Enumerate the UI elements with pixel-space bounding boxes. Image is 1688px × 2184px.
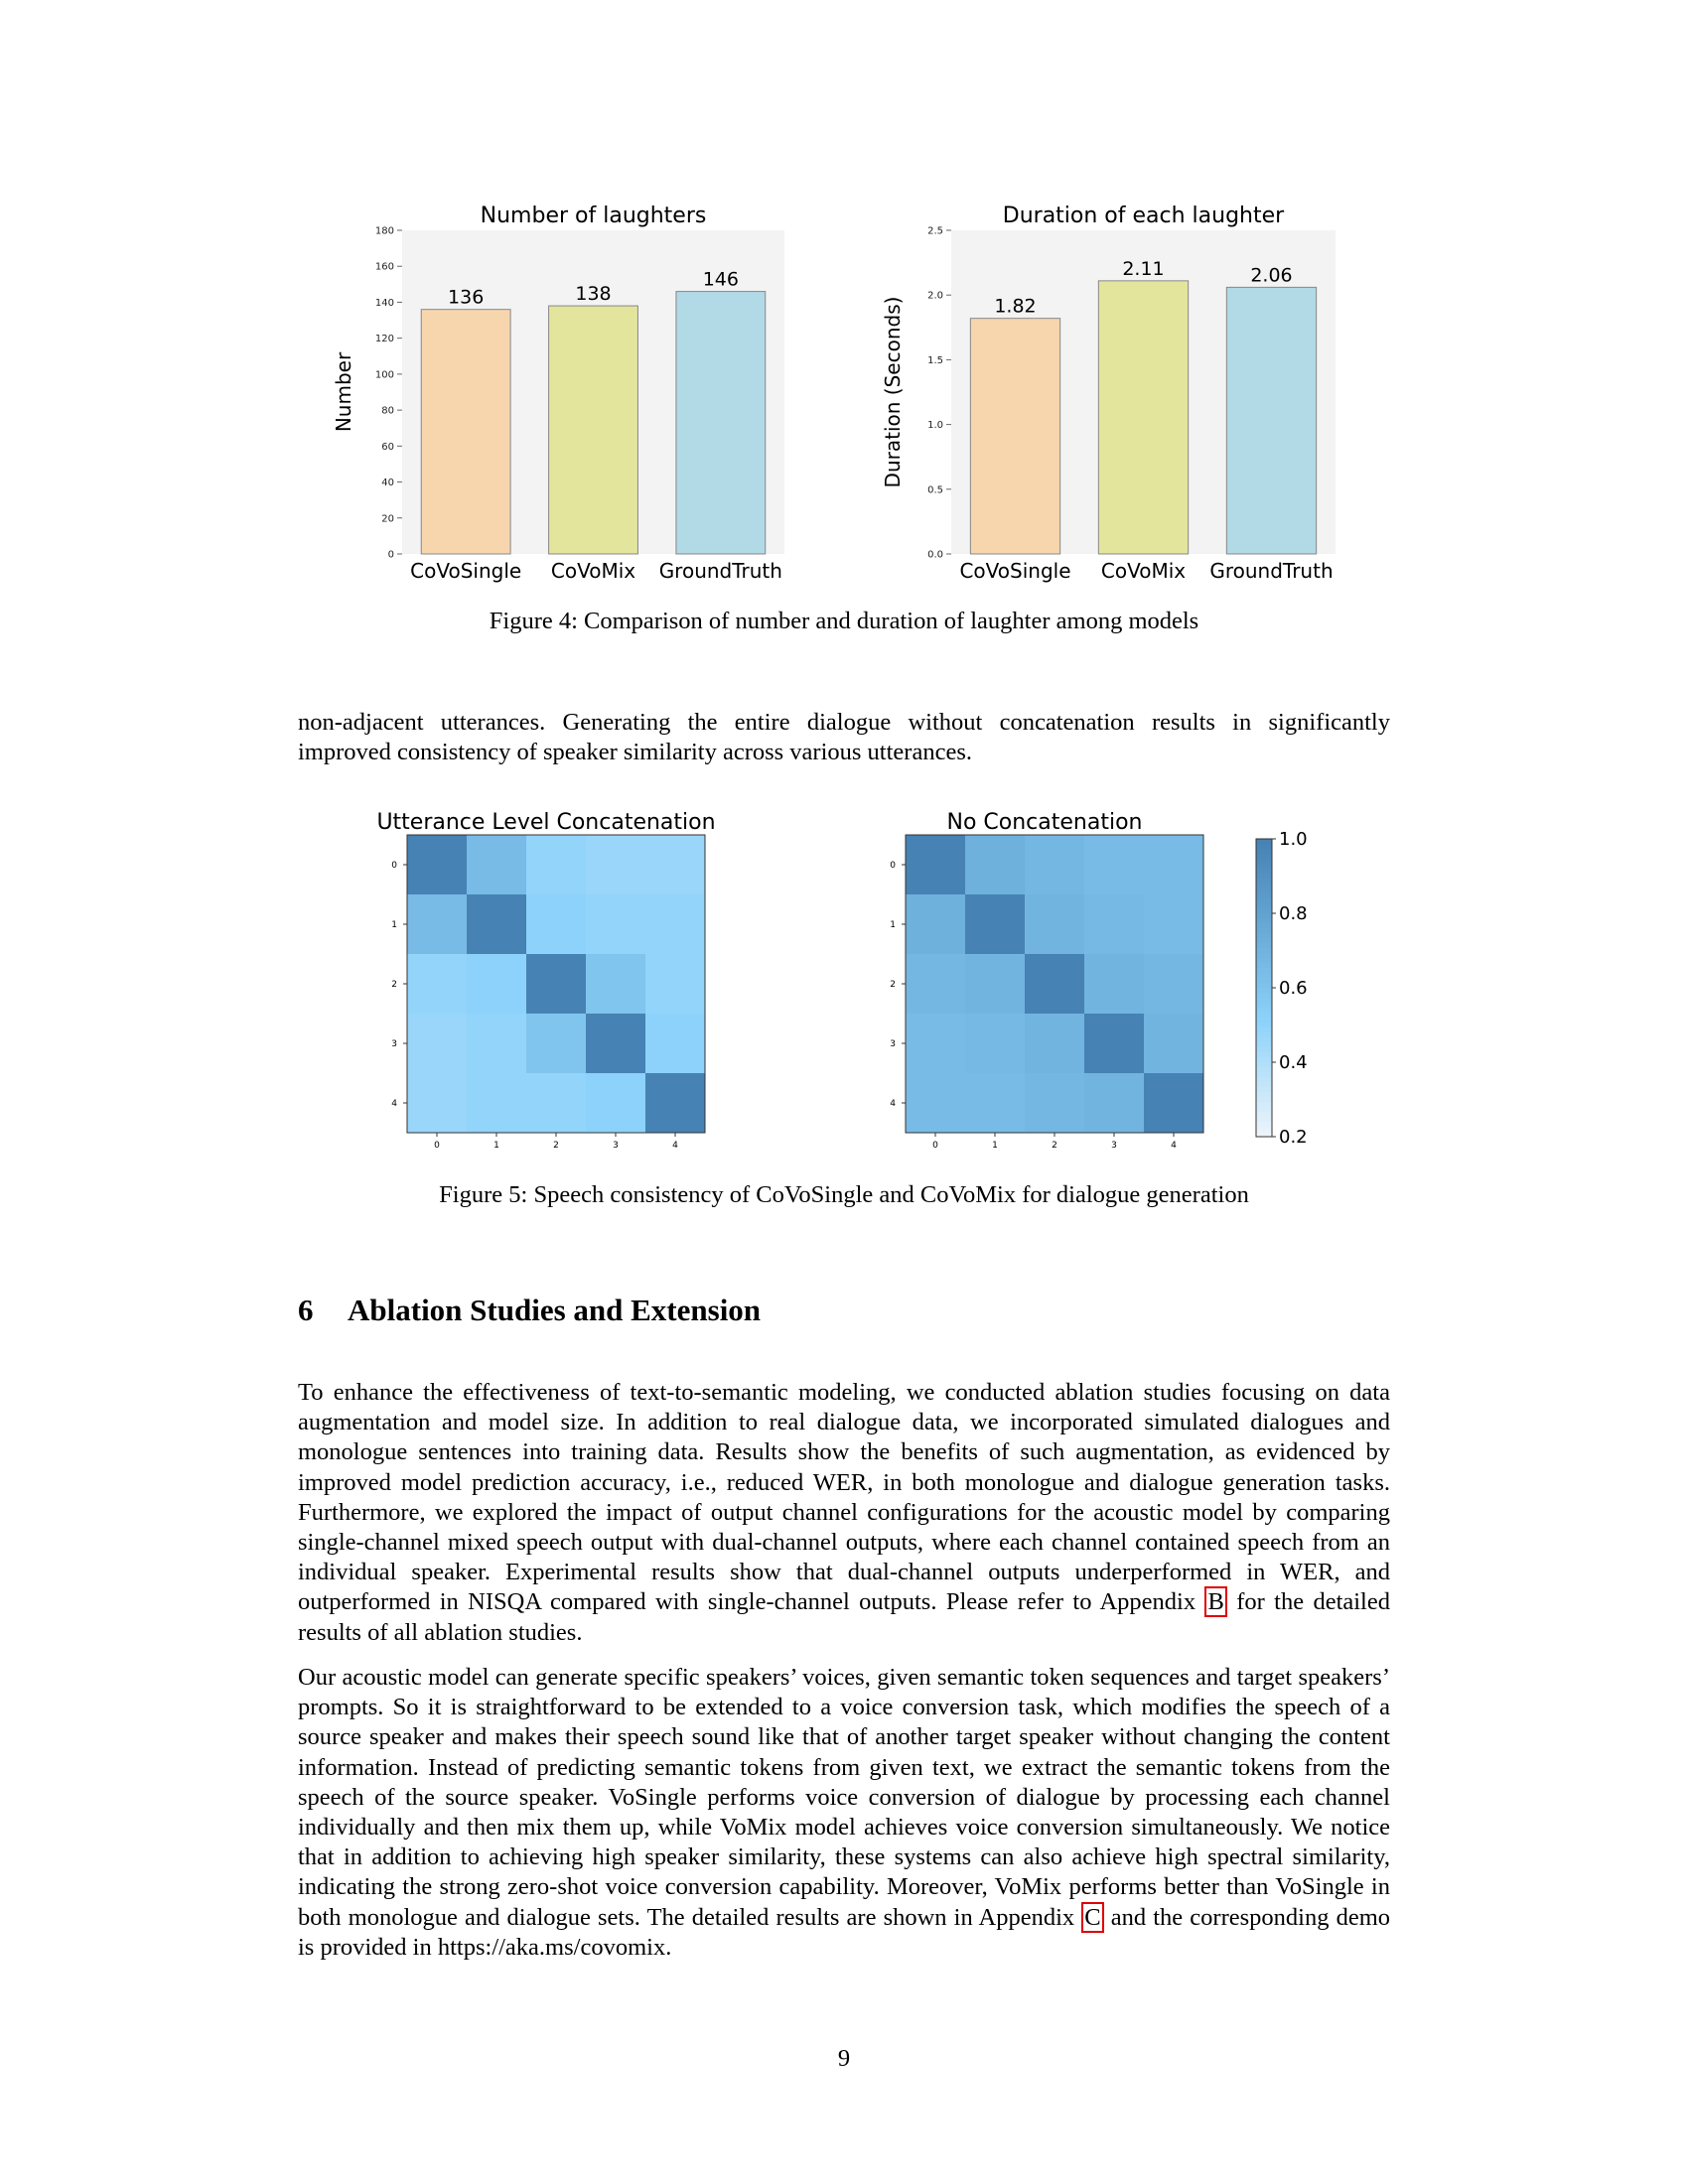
section-heading — [298, 1293, 761, 1328]
y-tick-label: 20 — [381, 513, 394, 525]
y-tick-label: 160 — [374, 261, 394, 273]
colorbar-segment — [1256, 993, 1272, 999]
heatmap-cell — [526, 894, 587, 955]
colorbar-tick-label: 1.0 — [1279, 829, 1308, 850]
y-tick-label: 1.5 — [927, 354, 943, 366]
heatmap-cell — [1144, 1014, 1204, 1074]
colorbar-segment — [1256, 854, 1272, 860]
x-tick-label: CoVoMix — [550, 559, 636, 583]
colorbar-segment — [1256, 888, 1272, 894]
colorbar-segment — [1256, 1092, 1272, 1098]
heatmap-cell — [1025, 835, 1085, 895]
colorbar-segment — [1256, 849, 1272, 855]
colorbar-segment — [1256, 1112, 1272, 1118]
paragraph-text: and the corresponding demo is provided in https://aka.ms/covomix. — [298, 1903, 1390, 1961]
x-tick-label: CoVoSingle — [959, 559, 1071, 583]
heatmap-cell — [645, 835, 706, 895]
heatmap-cell — [906, 954, 966, 1015]
bar — [1098, 281, 1188, 554]
x-tick-label: 4 — [672, 1141, 678, 1151]
figure-5-caption: Figure 5: Speech consistency of CoVoSingle and CoVoMix for dialogue generation — [439, 1181, 1249, 1208]
y-tick-label: 40 — [381, 478, 394, 489]
y-tick-label: 1 — [890, 920, 896, 930]
bar — [549, 306, 638, 554]
bar-chart-0 — [332, 204, 784, 583]
colorbar-segment — [1256, 1097, 1272, 1103]
heatmap-cell — [1144, 894, 1204, 955]
colorbar-segment — [1256, 1013, 1272, 1019]
heatmap-cell — [407, 894, 468, 955]
heatmap-cell — [906, 1073, 966, 1134]
y-tick-label: 4 — [890, 1099, 896, 1109]
heatmap-cell — [645, 1014, 706, 1074]
x-tick-label: 3 — [613, 1141, 619, 1151]
heatmap-cell — [1084, 1073, 1145, 1134]
x-tick-label: CoVoSingle — [410, 559, 522, 583]
y-tick-label: 0.5 — [927, 484, 943, 496]
y-tick-label: 0 — [391, 861, 397, 871]
y-tick-label: 1 — [391, 920, 397, 930]
colorbar-segment — [1256, 978, 1272, 984]
heatmap-cell — [1144, 835, 1204, 895]
colorbar-segment — [1256, 903, 1272, 909]
heatmap-cell — [586, 1014, 646, 1074]
colorbar-segment — [1256, 998, 1272, 1004]
heatmap-cell — [965, 1014, 1026, 1074]
paragraph-text: To enhance the effectiveness of text-to-semantic modeling, we conducted ablation studies focusing on data augmentation and model size. In addition to real dialogue data, we incorporated simulated dialogues and monologue sentences into training data. Results show the benefits of such augmentation, as evidenced by improved model prediction accuracy, i.e., reduced WER, in both monologue and dialogue generation tasks. Furthermore, we explored the impact of output channel configurations for the acoustic model by comparing single-channel mixed speech output with dual-channel outputs, where each channel contained speech from an individual speaker. Experimental results show that dual-channel outputs underperformed in WER, and outperformed in NISQA compared with single-channel outputs. Please refer to Appendix — [298, 1379, 1390, 1616]
colorbar-segment — [1256, 948, 1272, 954]
colorbar-segment — [1256, 1052, 1272, 1058]
x-tick-label: 0 — [932, 1141, 938, 1151]
colorbar-segment — [1256, 1102, 1272, 1108]
heatmap-cell — [586, 954, 646, 1015]
bar-value-label: 1.82 — [994, 295, 1037, 318]
heatmap-cell — [965, 954, 1026, 1015]
colorbar-segment — [1256, 898, 1272, 904]
y-tick-label: 4 — [391, 1099, 397, 1109]
heatmap-cell — [586, 894, 646, 955]
bar-value-label: 2.06 — [1250, 264, 1293, 287]
colorbar-segment — [1256, 1072, 1272, 1078]
colorbar-segment — [1256, 938, 1272, 944]
paragraph-line: non-adjacent utterances. Generating the entire dialogue without concatenation results in significantly — [298, 709, 1390, 736]
colorbar-segment — [1256, 893, 1272, 899]
heatmap-cell — [586, 1073, 646, 1134]
colorbar-segment — [1256, 928, 1272, 934]
y-tick-label: 3 — [890, 1039, 896, 1049]
bar-value-label: 146 — [702, 268, 739, 291]
paragraph-text: Our acoustic model can generate specific speakers’ voices, given semantic token sequences and target speakers’ prompts. So it is straightforward to be extended to a voice conversion task, which modifies the speech of a source speaker and makes their speech sound like that of another target speaker without changing the content information. Instead of predicting semantic tokens from given text, we extract the semantic tokens from the speech of the source speaker. VoSingle performs voice conversion of dialogue by processing each channel individually and then mix them up, while VoMix model achieves voice conversion simultaneously. We notice that in addition to achieving high speaker similarity, these systems can also achieve high spectral similarity, indicating the strong zero-shot voice conversion capability. Moreover, VoMix performs better than VoSingle in both monologue and dialogue sets. The detailed results are shown in Appendix — [298, 1664, 1390, 1931]
heatmap-cell — [526, 1073, 587, 1134]
y-tick-label: 2 — [391, 980, 397, 990]
heatmap-title: No Concatenation — [946, 810, 1143, 835]
y-tick-label: 3 — [391, 1039, 397, 1049]
colorbar-tick-label: 0.6 — [1279, 978, 1308, 999]
colorbar-segment — [1256, 943, 1272, 949]
colorbar-segment — [1256, 869, 1272, 875]
heatmap-cell — [645, 954, 706, 1015]
y-axis-label: Number — [332, 351, 355, 433]
colorbar-segment — [1256, 913, 1272, 919]
heatmap-cell — [645, 894, 706, 955]
bar-chart-1 — [881, 204, 1336, 583]
y-tick-label: 80 — [381, 405, 394, 417]
heatmap-cell — [1084, 1014, 1145, 1074]
y-tick-label: 140 — [374, 297, 394, 309]
colorbar-segment — [1256, 933, 1272, 939]
colorbar-tick-label: 0.4 — [1279, 1052, 1308, 1073]
colorbar-segment — [1256, 958, 1272, 964]
y-tick-label: 1.0 — [927, 420, 943, 432]
heatmap-cell — [407, 954, 468, 1015]
colorbar-segment — [1256, 839, 1272, 845]
heatmap-cell — [1084, 894, 1145, 955]
colorbar-segment — [1256, 1127, 1272, 1133]
heatmap-cell — [965, 894, 1026, 955]
colorbar-segment — [1256, 864, 1272, 870]
colorbar-segment — [1256, 1067, 1272, 1073]
colorbar-segment — [1256, 1117, 1272, 1123]
heatmap-cell — [1084, 954, 1145, 1015]
x-tick-label: CoVoMix — [1100, 559, 1187, 583]
colorbar-segment — [1256, 1018, 1272, 1024]
colorbar-segment — [1256, 1047, 1272, 1053]
x-tick-label: GroundTruth — [658, 559, 782, 583]
colorbar — [1256, 829, 1308, 1148]
colorbar-segment — [1256, 1087, 1272, 1093]
colorbar-segment — [1256, 1082, 1272, 1088]
heatmap-title: Utterance Level Concatenation — [376, 810, 716, 835]
figure-5 — [0, 794, 1688, 1171]
bar — [676, 292, 766, 554]
heatmap-cell — [407, 1073, 468, 1134]
heatmap-cell — [407, 1014, 468, 1074]
paragraph-continuation — [298, 708, 1390, 767]
colorbar-segment — [1256, 859, 1272, 865]
chart-title: Number of laughters — [480, 204, 707, 228]
y-tick-label: 100 — [374, 369, 394, 381]
bar-value-label: 138 — [575, 283, 612, 306]
y-tick-label: 2.0 — [927, 290, 943, 302]
colorbar-segment — [1256, 874, 1272, 880]
colorbar-segment — [1256, 908, 1272, 914]
paragraph-ablation — [298, 1378, 1390, 1648]
heatmap-cell — [467, 954, 527, 1015]
y-tick-label: 2 — [890, 980, 896, 990]
heatmap-cell — [1144, 1073, 1204, 1134]
paragraph-text: for the detailed results of all ablation studies. — [298, 1588, 1390, 1646]
y-tick-label: 0 — [387, 549, 394, 561]
x-tick-label: GroundTruth — [1209, 559, 1334, 583]
heatmap-cell — [906, 835, 966, 895]
x-tick-label: 1 — [992, 1141, 998, 1151]
colorbar-segment — [1256, 1037, 1272, 1043]
figure-4-caption: Figure 4: Comparison of number and duration of laughter among models — [489, 608, 1199, 634]
heatmap-cell — [1084, 835, 1145, 895]
heatmap-0 — [376, 810, 715, 1151]
x-tick-label: 0 — [434, 1141, 440, 1151]
heatmap-cell — [526, 835, 587, 895]
page-number: 9 — [837, 2045, 851, 2072]
paragraph-voice-conversion — [298, 1663, 1390, 1963]
y-tick-label: 180 — [374, 225, 394, 237]
heatmap-cell — [965, 835, 1026, 895]
heatmap-cell — [1025, 1014, 1085, 1074]
colorbar-segment — [1256, 953, 1272, 959]
figure-4 — [0, 0, 1688, 596]
colorbar-segment — [1256, 918, 1272, 924]
y-tick-label: 0 — [890, 861, 896, 871]
heatmap-cell — [1025, 954, 1085, 1015]
y-axis-label: Duration (Seconds) — [881, 296, 905, 488]
y-tick-label: 2.5 — [927, 225, 943, 237]
x-tick-label: 2 — [553, 1141, 559, 1151]
colorbar-segment — [1256, 1122, 1272, 1128]
heatmap-cell — [586, 835, 646, 895]
colorbar-segment — [1256, 1042, 1272, 1048]
heatmap-cell — [1144, 954, 1204, 1015]
section-number: 6 — [298, 1293, 314, 1327]
heatmap-cell — [467, 1073, 527, 1134]
bar — [1226, 287, 1316, 554]
colorbar-segment — [1256, 884, 1272, 889]
colorbar-segment — [1256, 983, 1272, 989]
bar-value-label: 2.11 — [1122, 257, 1165, 280]
colorbar-segment — [1256, 1057, 1272, 1063]
colorbar-segment — [1256, 1027, 1272, 1033]
heatmap-cell — [526, 954, 587, 1015]
y-tick-label: 60 — [381, 441, 394, 453]
y-tick-label: 0.0 — [927, 549, 943, 561]
colorbar-tick-label: 0.2 — [1279, 1127, 1308, 1148]
colorbar-segment — [1256, 1077, 1272, 1083]
y-tick-label: 120 — [374, 334, 394, 345]
colorbar-segment — [1256, 988, 1272, 994]
heatmap-1 — [890, 810, 1203, 1151]
bar — [421, 310, 510, 554]
x-tick-label: 1 — [493, 1141, 499, 1151]
heatmap-cell — [906, 894, 966, 955]
heatmap-cell — [965, 1073, 1026, 1134]
colorbar-tick-label: 0.8 — [1279, 903, 1308, 924]
bar-value-label: 136 — [448, 286, 485, 309]
colorbar-segment — [1256, 1003, 1272, 1009]
x-tick-label: 4 — [1171, 1141, 1177, 1151]
appendix-link-b[interactable]: B — [1204, 1586, 1226, 1617]
heatmap-cell — [1025, 894, 1085, 955]
chart-title: Duration of each laughter — [1002, 204, 1285, 228]
colorbar-segment — [1256, 844, 1272, 850]
colorbar-segment — [1256, 879, 1272, 885]
colorbar-segment — [1256, 968, 1272, 974]
colorbar-segment — [1256, 1107, 1272, 1113]
section-title: Ablation Studies and Extension — [348, 1293, 762, 1327]
heatmap-cell — [906, 1014, 966, 1074]
paragraph-line: improved consistency of speaker similarity across various utterances. — [298, 739, 972, 766]
bar — [970, 319, 1059, 554]
heatmap-cell — [407, 835, 468, 895]
x-tick-label: 2 — [1052, 1141, 1057, 1151]
heatmap-cell — [467, 835, 527, 895]
colorbar-segment — [1256, 1062, 1272, 1068]
appendix-link-c[interactable]: C — [1081, 1902, 1103, 1933]
x-tick-label: 3 — [1111, 1141, 1117, 1151]
colorbar-segment — [1256, 923, 1272, 929]
heatmap-cell — [526, 1014, 587, 1074]
colorbar-segment — [1256, 963, 1272, 969]
heatmap-cell — [467, 894, 527, 955]
colorbar-segment — [1256, 973, 1272, 979]
heatmap-cell — [467, 1014, 527, 1074]
heatmap-cell — [645, 1073, 706, 1134]
colorbar-segment — [1256, 1023, 1272, 1028]
colorbar-segment — [1256, 1008, 1272, 1014]
heatmap-cell — [1025, 1073, 1085, 1134]
colorbar-segment — [1256, 1032, 1272, 1038]
